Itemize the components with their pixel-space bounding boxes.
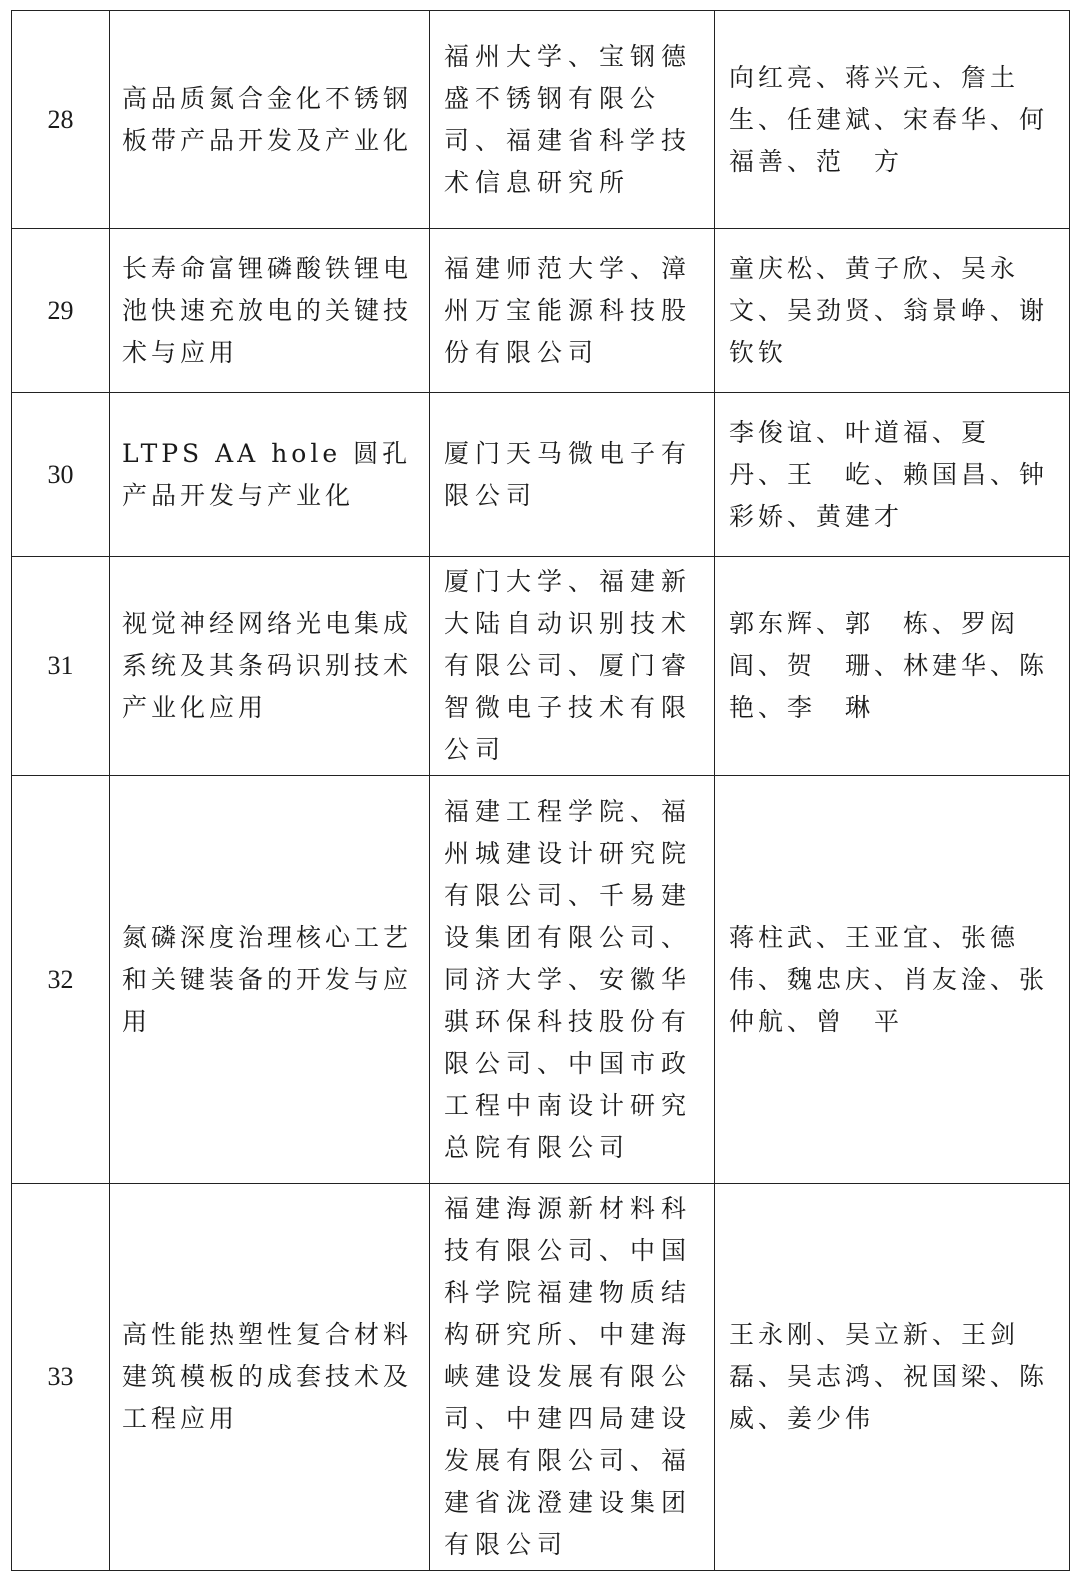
- project-name-cell: [110, 776, 430, 1184]
- people-cell: [715, 229, 1070, 393]
- unit-cell: [430, 557, 715, 776]
- project-name: 长寿命富锂磷酸铁锂电池快速充放电的关键技术与应用: [122, 253, 413, 367]
- completing-units: 福建师范大学、漳州万宝能源科技股份有限公司: [444, 253, 693, 367]
- completing-units: 厦门大学、福建新大陆自动识别技术有限公司、厦门睿智微电子技术有限公司: [444, 567, 693, 764]
- unit-cell: [430, 229, 715, 393]
- people-cell: [715, 11, 1070, 229]
- project-name-cell: [110, 229, 430, 393]
- row-number: 32: [12, 776, 110, 1184]
- table-row: [12, 557, 1070, 776]
- project-name: 高性能热塑性复合材料建筑模板的成套技术及工程应用: [122, 1320, 413, 1433]
- people-cell: [715, 393, 1070, 557]
- completing-people: 李俊谊、叶道福、夏 丹、王 屹、赖国昌、钟彩娇、黄建才: [729, 417, 1049, 531]
- people-cell: [715, 1184, 1078, 1571]
- completing-units: 福州大学、宝钢德盛不锈钢有限公司、福建省科学技术信息研究所: [444, 41, 693, 197]
- people-cell: [715, 776, 1070, 1184]
- completing-people: 郭东辉、郭 栋、罗闳闾、贺 珊、林建华、陈 艳、李 琳: [729, 609, 1078, 722]
- row-number: 33: [12, 1184, 110, 1571]
- completing-units: 福建工程学院、福州城建设计研究院有限公司、千易建设集团有限公司、同济大学、安徽华骐环保科技股份有限公司、中国市政工程中南设计研究总院有限公司: [444, 796, 693, 1162]
- unit-cell: [430, 393, 715, 557]
- unit-cell: [430, 1184, 715, 1571]
- project-name: 氮磷深度治理核心工艺和关键装备的开发与应用: [122, 922, 413, 1036]
- project-name: 高品质氮合金化不锈钢板带产品开发及产业化: [122, 83, 413, 155]
- project-name: 视觉神经网络光电集成系统及其条码识别技术产业化应用: [122, 609, 413, 722]
- unit-cell: [430, 11, 715, 229]
- table-row: [12, 11, 1070, 229]
- completing-people: 蒋柱武、王亚宜、张德伟、魏忠庆、肖友淦、张仲航、曾 平: [729, 922, 1049, 1036]
- row-number: 29: [12, 229, 110, 393]
- table-row: [12, 229, 1070, 393]
- project-name: LTPS AA hole 圆孔产品开发与产业化: [122, 438, 412, 510]
- table-row: [12, 776, 1070, 1184]
- project-name-cell: [110, 1184, 430, 1571]
- table-row: [12, 393, 1070, 557]
- award-table: [11, 10, 1078, 1571]
- completing-units: 厦门天马微电子有限公司: [444, 438, 693, 510]
- project-name-cell: [110, 11, 430, 229]
- project-name-cell: [110, 557, 430, 776]
- project-name-cell: [110, 393, 430, 557]
- row-number: 30: [12, 393, 110, 557]
- row-number: 28: [12, 11, 110, 229]
- unit-cell: [430, 776, 715, 1184]
- completing-people: 童庆松、黄子欣、吴永文、吴劲贤、翁景峥、谢钦钦: [729, 253, 1049, 367]
- table-row: [12, 1184, 1070, 1571]
- people-cell: [715, 557, 1078, 776]
- completing-people: 王永刚、吴立新、王剑磊、吴志鸿、祝国梁、陈 威、姜少伟: [729, 1320, 1078, 1433]
- completing-people: 向红亮、蒋兴元、詹土生、任建斌、宋春华、何福善、范 方: [729, 62, 1049, 176]
- row-number: 31: [12, 557, 110, 776]
- completing-units: 福建海源新材料科技有限公司、中国科学院福建物质结构研究所、中建海峡建设发展有限公司、中建四局建设发展有限公司、福建省泷澄建设集团有限公司: [444, 1194, 693, 1559]
